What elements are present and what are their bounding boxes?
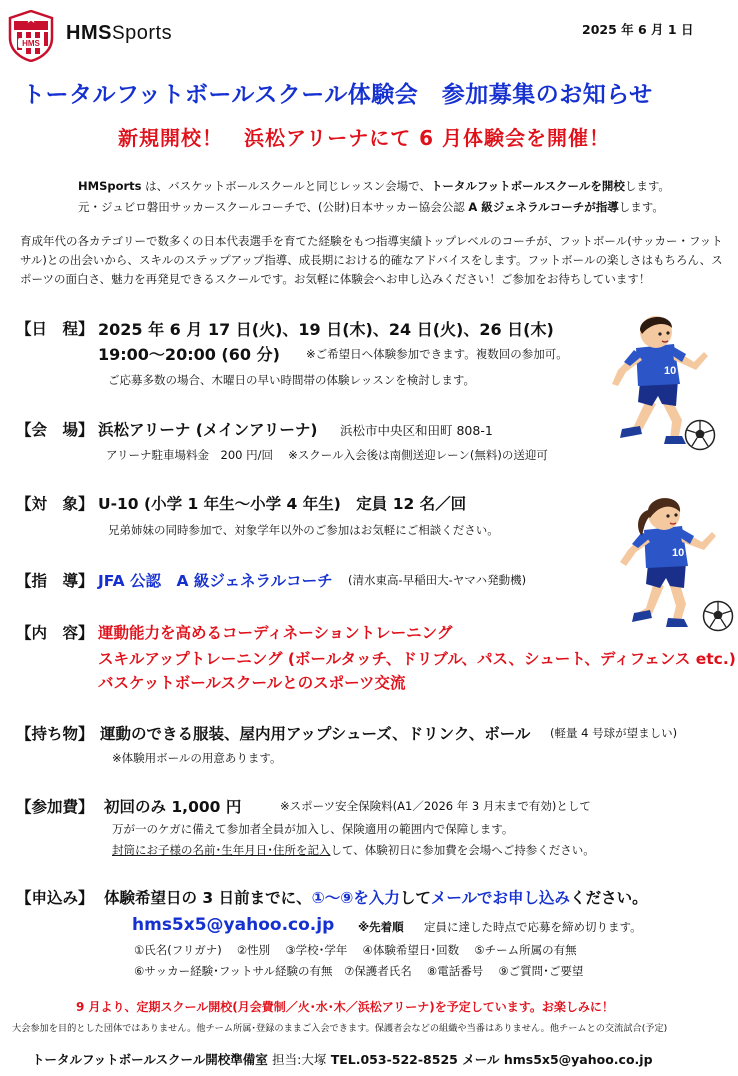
intro-line-1: HMSports は、バスケットボールスクールと同じレッスン会場で、トータルフットボールスクールを開校します。 [78, 179, 670, 193]
brand-light: ports [125, 22, 173, 44]
fee-note-2: 封筒にお子様の名前･生年月日･住所を記入して、体験初日に参加費を会場へご持参ください。 [112, 843, 595, 857]
announcement: 9 月より、定期スクール開校(月会費制／火･水･木／浜松アリーナ)を予定しています。お楽しみに！ [76, 1000, 614, 1014]
venue-address: 浜松市中央区和田町 808-1 [340, 423, 493, 438]
brand-strong: HMS [66, 22, 112, 44]
belongings-note: ※体験用ボールの用意あります。 [112, 751, 282, 765]
intro-paragraph: 育成年代の各カテゴリーで数多くの日本代表選手を育てた経験をもつ指導実績トップレベルのコーチが、フットボール(サッカー・フットサル)との出会いから、スキルのステップアップ指導、成長期における的確なアドバイスをします。フットボールの楽しさはもちろん、スポーツの面白さ、魅力を再発見できるスクールです。お気軽に体験会へお申し込みください！ご参加をお待ちしています！ [20, 234, 723, 286]
content-item: 運動能力を高めるコーディネーショントレーニング [98, 624, 453, 642]
coach-label: 【指 導】 [16, 572, 94, 590]
fee-note-1: 万が一のケガに備えて参加者全員が加入し、保険適用の範囲内で保障します。 [112, 822, 514, 836]
footer-contact-person: 担当:大塚 [272, 1052, 327, 1067]
soccer-ball-icon [684, 419, 716, 451]
content-item: バスケットボールスクールとのスポーツ交流 [98, 674, 406, 692]
venue-label: 【会 場】 [16, 421, 94, 439]
svg-text:10: 10 [664, 365, 677, 377]
document-date: 2025 年 6 月 1 日 [582, 22, 694, 37]
target-label: 【対 象】 [16, 495, 94, 513]
schedule-time: 19:00～20:00 (60 分) [98, 345, 280, 364]
target-value: U-10 (小学 1 年生～小学 4 年生) 定員 12 名／回 [98, 495, 467, 513]
intro-line-2: 元・ジュビロ磐田サッカースクールコーチで、(公財)日本サッカー協会公認 A 級ジェネラルコーチが指導します。 [78, 200, 664, 214]
footer-mail-link[interactable]: hms5x5@yahoo.co.jp [503, 1052, 653, 1067]
venue-name: 浜松アリーナ (メインアリーナ) [98, 421, 318, 439]
svg-text:10: 10 [672, 547, 685, 559]
logo [8, 10, 54, 62]
brand-name: HMSSports [66, 22, 173, 44]
first-come-note: 定員に達した時点で応募を締め切ります。 [424, 920, 642, 934]
apply-fields-row-2: ⑥サッカー経験･フットサル経験の有無 ⑦保護者氏名 ⑧電話番号 ⑨ご質問･ご要望 [134, 964, 584, 978]
footer-org: トータルフットボールスクール開校準備室 [32, 1052, 268, 1067]
footer-tel: TEL.053-522-8525 [330, 1052, 458, 1067]
footer-mail-label: メール [462, 1052, 500, 1067]
belongings-label: 【持ち物】 [16, 725, 94, 743]
schedule-label: 【日 程】 [16, 320, 94, 338]
svg-text:HMS: HMS [22, 39, 40, 48]
schedule-time-note: ※ご希望日へ体験参加できます。複数回の参加可。 [306, 347, 568, 361]
logo-shield-icon [8, 10, 54, 62]
soccer-ball-icon [702, 600, 734, 632]
fee-value-note: ※スポーツ安全保険料(A1／2026 年 3 月末まで有効)として [280, 799, 591, 813]
schedule-dates: 2025 年 6 月 17 日(火)、19 日(木)、24 日(火)、26 日(木) [98, 320, 554, 339]
belongings-value-note: (軽量 4 号球が望ましい) [550, 726, 678, 740]
content-item: スキルアップトレーニング (ボールタッチ、ドリブル、パス、シュート、ディフェンス etc.) [98, 650, 736, 668]
fee-value: 初回のみ 1,000 円 [104, 798, 242, 816]
page-title: トータルフットボールスクール体験会 参加募集のお知らせ [22, 82, 653, 108]
disclaimer: 大会参加を目的とした団体ではありません。他チーム所属･登録のままご入会できます。保護者会などの組織や当番はありません。他チームとの交流試合(予定) [12, 1023, 668, 1034]
target-note: 兄弟姉妹の同時参加で、対象学年以外のご参加はお気軽にご相談ください。 [108, 523, 499, 537]
fee-label: 【参加費】 [16, 798, 94, 816]
apply-fields-row-1: ①氏名(フリガナ) ②性別 ③学校･学年 ④体験希望日･回数 ⑤チーム所属の有無 [134, 943, 577, 957]
belongings-value: 運動のできる服装、屋内用アップシューズ、ドリンク、ボール [100, 725, 531, 743]
coach-value: JFA 公認 A 級ジェネラルコーチ [98, 572, 333, 590]
footer [32, 1050, 653, 1068]
schedule-note: ご応募多数の場合、木曜日の早い時間帯の体験レッスンを検討します。 [108, 373, 475, 387]
apply-label: 【申込み】 [16, 889, 94, 907]
page-subtitle: 新規開校！ 浜松アリーナにて 6 月体験会を開催！ [118, 126, 611, 150]
coach-note: (清水東高-早稲田大-ヤマハ発動機) [348, 573, 527, 587]
apply-text: 体験希望日の 3 日前までに、①～⑨を入力してメールでお申し込みください。 [104, 889, 648, 907]
first-come-label: ※先着順 [358, 920, 404, 934]
venue-note: アリーナ駐車場料金 200 円/回 ※スクール入会後は南側送迎レーン(無料)の送迎可 [106, 448, 548, 462]
content-label: 【内 容】 [16, 624, 94, 642]
apply-email-link[interactable]: hms5x5@yahoo.co.jp [132, 915, 335, 935]
